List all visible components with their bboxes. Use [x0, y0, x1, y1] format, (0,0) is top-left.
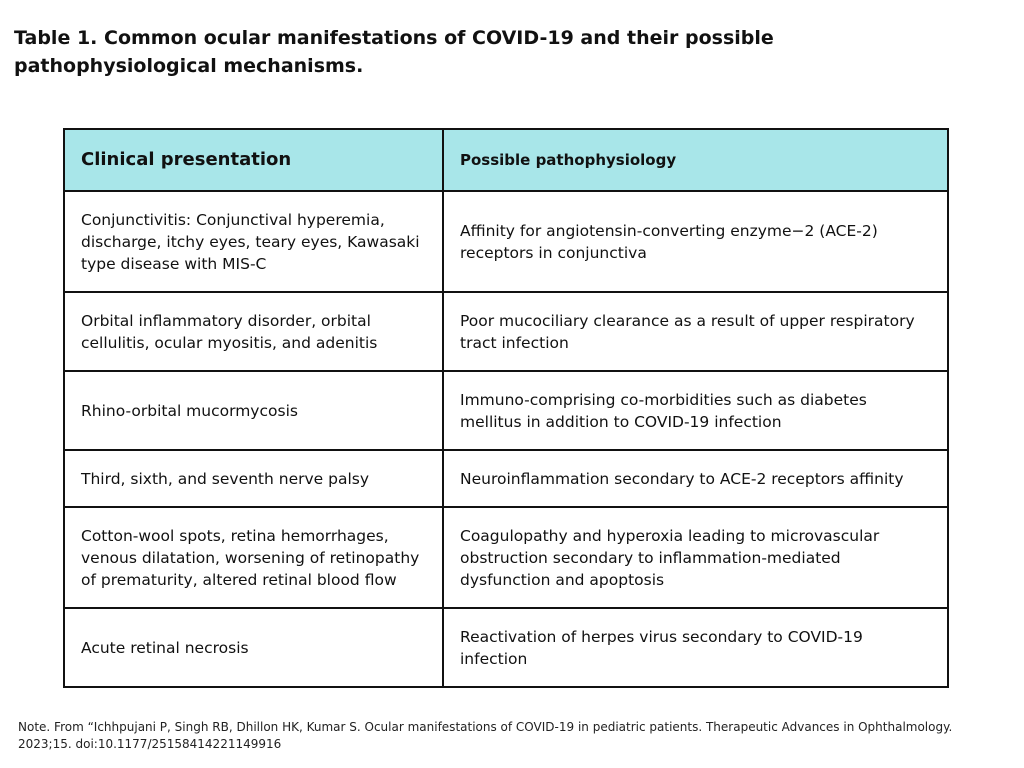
table-cell-pathophysiology: Immuno-comprising co-morbidities such as diabetes mellitus in addition to COVID-19 infection — [443, 371, 948, 450]
table-container — [63, 128, 947, 688]
table-row — [64, 507, 948, 608]
source-note: Note. From “Ichhpujani P, Singh RB, Dhillon HK, Kumar S. Ocular manifestations of COVID-19 in pediatric patients. Therapeutic Advances in Ophthalmology. 2023;15. doi:10.1177/25158414221149916 — [18, 720, 953, 751]
table-cell-pathophysiology: Affinity for angiotensin-converting enzyme−2 (ACE-2) receptors in conjunctiva — [443, 191, 948, 292]
table-cell-pathophysiology: Reactivation of herpes virus secondary to COVID-19 infection — [443, 608, 948, 687]
table-cell-presentation: Conjunctivitis: Conjunctival hyperemia, discharge, itchy eyes, teary eyes, Kawasaki type disease with MIS-C — [64, 191, 443, 292]
table-cell-presentation: Third, sixth, and seventh nerve palsy — [64, 450, 443, 507]
table-row — [64, 371, 948, 450]
column-header-possible-pathophysiology: Possible pathophysiology — [443, 129, 948, 191]
table-cell-pathophysiology: Neuroinflammation secondary to ACE-2 receptors affinity — [443, 450, 948, 507]
table-cell-presentation: Acute retinal necrosis — [64, 608, 443, 687]
table-row — [64, 292, 948, 371]
page-title: Table 1. Common ocular manifestations of COVID-19 and their possible pathophysiological mechanisms. — [14, 27, 774, 77]
table-header-row — [64, 129, 948, 191]
table-row — [64, 450, 948, 507]
table-cell-presentation: Rhino-orbital mucormycosis — [64, 371, 443, 450]
table-cell-presentation: Orbital inflammatory disorder, orbital cellulitis, ocular myositis, and adenitis — [64, 292, 443, 371]
table-cell-presentation: Cotton-wool spots, retina hemorrhages, venous dilatation, worsening of retinopathy of prematurity, altered retinal blood flow — [64, 507, 443, 608]
data-table — [63, 128, 949, 688]
table-cell-pathophysiology: Coagulopathy and hyperoxia leading to microvascular obstruction secondary to inflammation-mediated dysfunction and apoptosis — [443, 507, 948, 608]
table-row — [64, 191, 948, 292]
table-cell-pathophysiology: Poor mucociliary clearance as a result of upper respiratory tract infection — [443, 292, 948, 371]
column-header-clinical-presentation: Clinical presentation — [64, 129, 443, 191]
table-row — [64, 608, 948, 687]
